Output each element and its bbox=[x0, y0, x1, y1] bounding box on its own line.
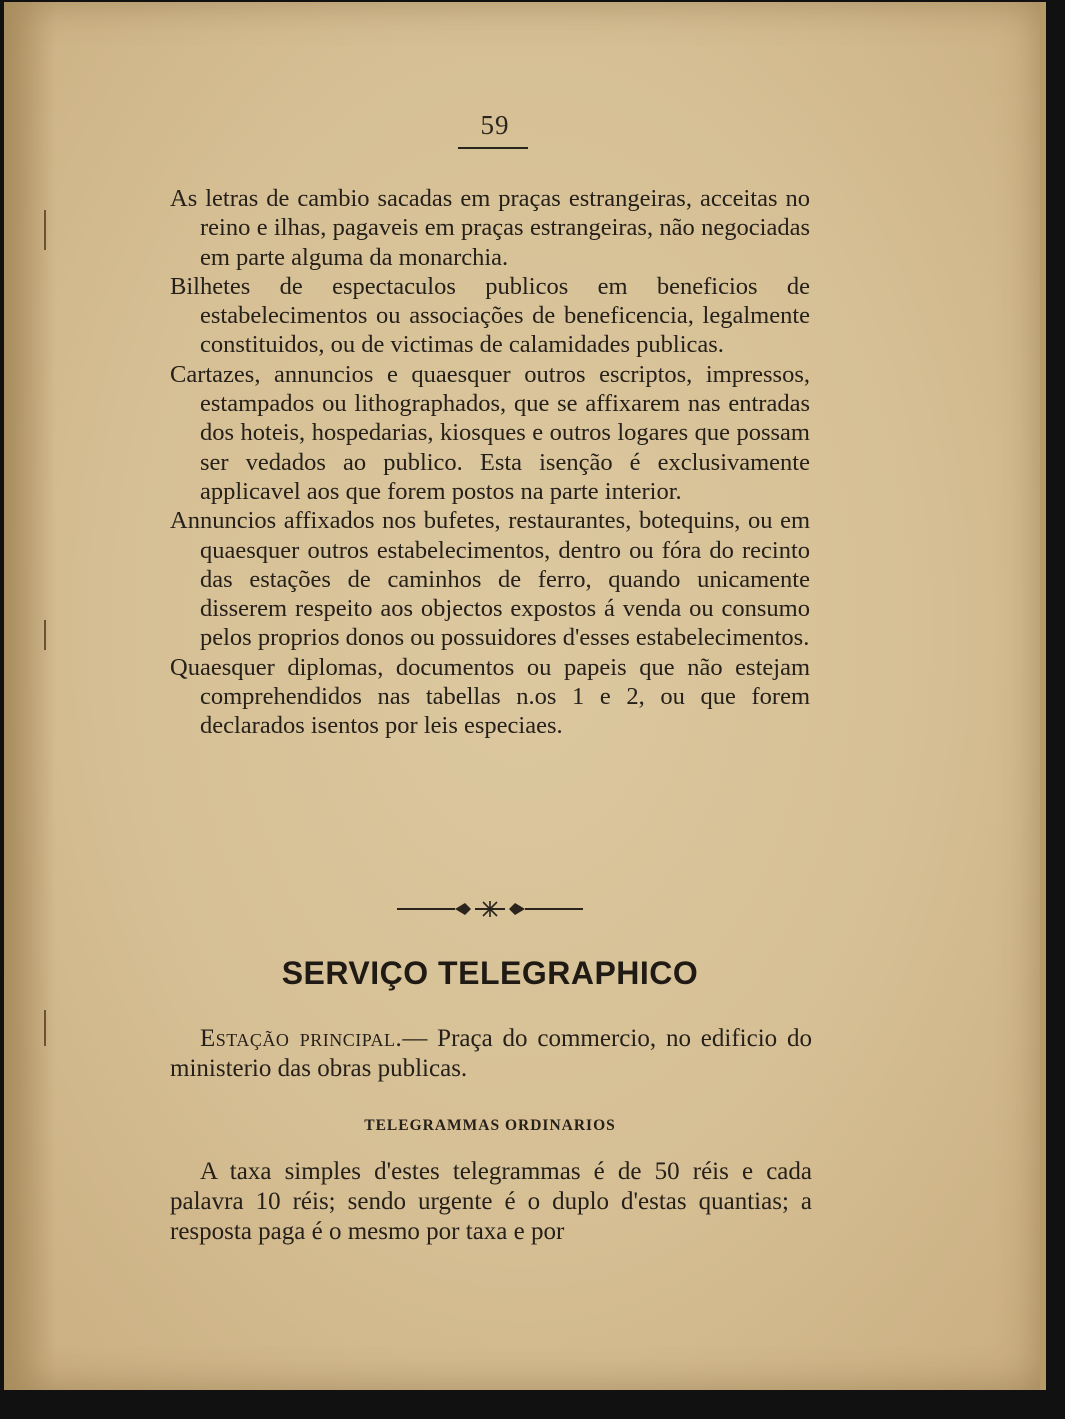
decorative-divider-icon bbox=[395, 898, 585, 920]
list-item: Quaesquer diplomas, documentos ou papeis que não estejam comprehendidos nas tabellas n.os 1 e 2, ou que forem declarados isentos por leis especiaes. bbox=[170, 653, 810, 740]
station-text: — Praça do commercio, no edificio do ministerio das obras publicas. bbox=[170, 1025, 813, 1082]
rates-paragraph: A taxa simples d'estes telegrammas é de 50 réis e cada palavra 10 réis; sendo urgente é o duplo d'estas quantias; a resposta paga é o mesmo por taxa e por bbox=[170, 1158, 812, 1245]
page-spine-shadow bbox=[4, 2, 56, 1390]
page-number: 59 bbox=[480, 110, 510, 140]
margin-mark bbox=[44, 210, 46, 250]
list-item: Bilhetes de espectaculos publicos em beneficios de estabelecimentos ou associações de beneficencia, legalmente constituidos, ou de victimas de calamidades publicas. bbox=[170, 272, 810, 359]
subheading: TELEGRAMMAS ORDINARIOS bbox=[364, 1117, 616, 1134]
station-label: Estação principal. bbox=[200, 1025, 403, 1052]
margin-mark bbox=[44, 1010, 46, 1046]
section-title: SERVIÇO TELEGRAPHICO bbox=[281, 955, 699, 991]
page-number-rule bbox=[458, 147, 528, 149]
margin-mark bbox=[44, 620, 46, 650]
list-item: As letras de cambio sacadas em praças estrangeiras, acceitas no reino e ilhas, pagaveis em praças estrangeiras, não negociadas em parte alguma da monarchia. bbox=[170, 185, 810, 271]
exemption-list bbox=[170, 184, 810, 741]
station-paragraph bbox=[170, 1024, 812, 1084]
list-item: Annuncios affixados nos bufetes, restaurantes, botequins, ou em quaesquer outros estabelecimentos, dentro ou fóra do recinto das estações de caminhos de ferro, quando unicamente disserem respeito aos objectos expostos á venda ou consumo pelos proprios donos ou possuidores d'esses estabelecimentos. bbox=[170, 507, 810, 652]
list-item: Cartazes, annuncios e quaesquer outros escriptos, impressos, estampados ou lithographados, que se affixarem nas entradas dos hoteis, hospedarias, kiosques e outros logares que possam ser vedados ao publico. Esta isenção é exclusivamente applicavel aos que forem postos na parte interior. bbox=[170, 360, 810, 505]
